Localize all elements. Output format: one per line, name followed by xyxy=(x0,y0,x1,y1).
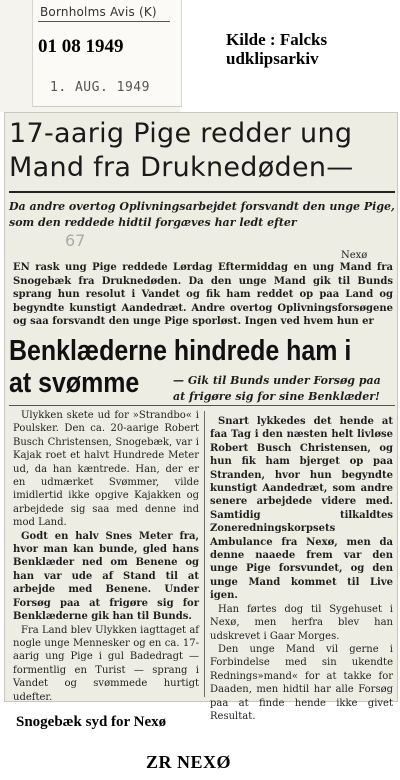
article-subheadline: Da andre overtog Oplivningsarbejdet forsvandt den unge Pige, som den reddede hidtil forgæves har ledt efter xyxy=(9,200,395,229)
right-paragraph: Snart lykkedes det hende at faa Tag i den næsten helt livløse Robert Busch Christensen, og hun fik ham bjerget op paa Stranden, hvor hun begyndte kunstigt Aandedræt, som andre senere arbejdede videre med. Samtidig tilkaldtes Zoneredningskorpsets Ambulance fra Nexø, men da denne naaede frem var den unge Pige forsvundet, og den unge Mand kommet til Live igen. xyxy=(210,416,393,602)
right-paragraph: Den unge Mand vil gerne i Forbindelse med sin ukendte Rednings»mand« for at takke for Daaden, men hidtil har alle Forsøg paa at finde hende ikke givet Resultat. xyxy=(210,643,393,722)
right-paragraph: Han førtes dog til Sygehuset i Nexø, men herfra blev han udskrevet i Gaar Morges. xyxy=(210,603,393,642)
headline-rule xyxy=(9,191,395,193)
date-underline xyxy=(38,21,170,22)
second-headline-line-1: Benklæderne hindrede ham i xyxy=(9,335,352,367)
left-paragraph: Fra Land blev Ulykken iagttaget af nogle unge Mennesker og en ca. 17-aarig ung Pige i gul Badedragt — formentlig en Turist — sprang i Vandet og svømmede hurtigt udefter. xyxy=(13,624,199,703)
location-caption: Snogebæk syd for Nexø xyxy=(16,714,167,730)
column-divider xyxy=(204,411,205,697)
source-label xyxy=(226,30,396,68)
left-paragraph: Godt en halv Snes Meter fra, hvor man kan bunde, gled hans Benklæder ned om Benene og han var ude af Stand til at arbejde med Benene. Under Forsøg paa at frigøre sig for Benklæderne gik han til Bunds. xyxy=(13,530,199,623)
lead-paragraph: EN rask ung Pige reddede Lørdag Eftermiddag en ung Mand fra Snogebæk fra Druknedøden. Da den unge Mand gik til Bunds sprang hun resolut i Vandet og fik ham reddet op paa Land og begyndte kunstigt Aandedræt. Andre overtog Oplivningsforsøgene og saa forsvandt den unge Pige sporløst. Ingen ved hvem hun er xyxy=(13,262,393,328)
source-line-1: Kilde : Falcks xyxy=(226,30,328,49)
article-headline xyxy=(9,117,395,185)
source-line-2: udklipsarkiv xyxy=(226,49,319,68)
newspaper-name: Bornholms Avis (K) xyxy=(40,5,157,19)
clipping-date: 01 08 1949 xyxy=(38,36,124,57)
second-headline-line-2: at svømme xyxy=(9,367,140,399)
stamped-date: 1. AUG. 1949 xyxy=(50,80,150,95)
section-rule xyxy=(9,405,395,406)
article-dateline: Nexø xyxy=(341,250,368,261)
pencil-annotation: 67 xyxy=(65,231,86,250)
article-left-column xyxy=(13,409,199,704)
article-right-column xyxy=(210,415,393,723)
town-caption: ZR NEXØ xyxy=(146,752,232,772)
left-paragraph: Ulykken skete ud for »Strandbo« i Poulsker. Den ca. 20-aarige Robert Busch Christensen, Snogebæk, var i Kajak roet et halvt Hundrede Meter ud, da han kæntrede. Han, der er en udmærket Svømmer, vilde imidlertid ikke opgive Kajakken og arbejdede sig saa med denne ind mod Land. xyxy=(13,410,199,529)
second-headline-deck: — Gik til Bunds under Forsøg paa at frigøre sig for sine Benklæder! xyxy=(173,374,381,403)
headline-line-1: 17-aarig Pige redder ung xyxy=(9,118,353,149)
headline-line-2: Mand fra Druknedøden— xyxy=(9,152,354,183)
